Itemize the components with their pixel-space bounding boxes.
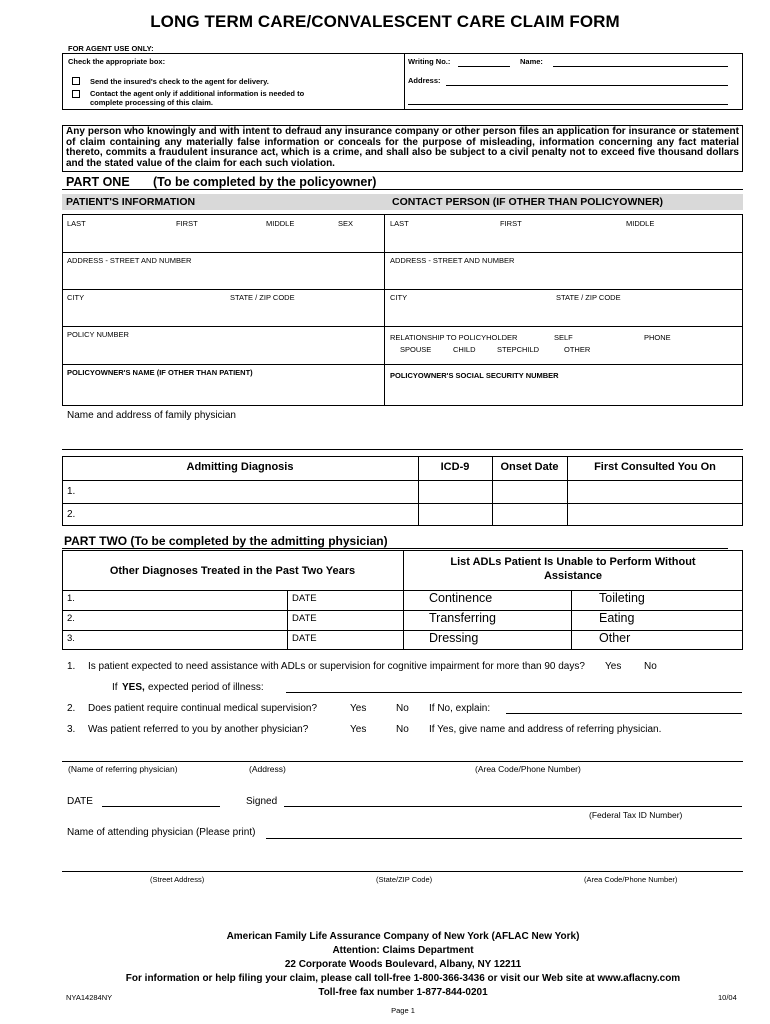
- part-two-row-rule-1: [62, 610, 743, 611]
- q1-yes-bold: YES,: [122, 682, 145, 693]
- adl-transferring[interactable]: Transferring: [429, 611, 496, 625]
- contact-last-label: LAST: [390, 219, 409, 228]
- grid-row-1: [62, 252, 743, 253]
- other-dx-row-3: 3.: [67, 633, 75, 644]
- relationship-child[interactable]: CHILD: [453, 345, 476, 354]
- adl-header-a: List ADLs Patient Is Unable to Perform Without: [450, 556, 696, 568]
- agent-divider: [404, 53, 405, 110]
- contact-state-zip-label: STATE / ZIP CODE: [556, 293, 621, 302]
- attending-physician-field[interactable]: [266, 838, 742, 839]
- footer-company: American Family Life Assurance Company of New York (AFLAC New York): [226, 931, 580, 942]
- q3-no[interactable]: No: [396, 724, 409, 735]
- patient-last-label: LAST: [67, 219, 86, 228]
- agent-option-2b: complete processing of this claim.: [90, 98, 213, 107]
- agent-checkbox-2[interactable]: [72, 90, 80, 98]
- attending-address-field[interactable]: [62, 871, 743, 872]
- footer-attention: Attention: Claims Department: [332, 945, 474, 956]
- part-two-heading: PART TWO (To be completed by the admitting physician): [64, 534, 388, 548]
- other-diagnoses-header: Other Diagnoses Treated in the Past Two Years: [109, 565, 356, 577]
- page-number: Page 1: [391, 1006, 415, 1015]
- ref-phone-caption: (Area Code/Phone Number): [475, 764, 581, 774]
- relationship-self[interactable]: SELF: [554, 333, 573, 342]
- agent-address-label: Address:: [408, 76, 441, 85]
- contact-phone-label: PHONE: [644, 333, 671, 342]
- phone-caption: (Area Code/Phone Number): [584, 875, 678, 884]
- admitting-diagnosis-header: Admitting Diagnosis: [186, 461, 294, 473]
- q2-number: 2.: [67, 703, 76, 714]
- agent-option-2a: Contact the agent only if additional information is needed to: [90, 89, 305, 98]
- q1-yes[interactable]: Yes: [605, 661, 622, 672]
- agent-checkbox-1[interactable]: [72, 77, 80, 85]
- q1-text: Is patient expected to need assistance with ADLs or supervision for cognitive impairment for more than 90 days?: [88, 661, 585, 672]
- owner-name-label: POLICYOWNER'S NAME (IF OTHER THAN PATIENT): [67, 368, 253, 377]
- tax-id-caption: (Federal Tax ID Number): [589, 810, 683, 820]
- q3-number: 3.: [67, 724, 76, 735]
- fraud-warning: Any person who knowingly and with intent to defraud any insurance company or other person files an application for insurance or statement of claim containing any materially false information or conceals for the purpose of misleading, information concerning any fact material thereto, commits a fraudulent insurance act, which is a crime, and shall also be subject to a civil penalty not to exceed five thousand dollars and the stated value of the claim for each such violation.: [62, 125, 743, 172]
- adl-header-b: Assistance: [543, 570, 603, 582]
- part-two-row-rule-2: [62, 630, 743, 631]
- grid-row-2: [62, 289, 743, 290]
- agent-address-field-2[interactable]: [408, 104, 728, 105]
- check-box-label: Check the appropriate box:: [68, 57, 166, 66]
- date-label-2: DATE: [292, 613, 317, 624]
- other-dx-row-2: 2.: [67, 613, 75, 624]
- writing-no-label: Writing No.:: [408, 57, 451, 66]
- q1-period-label: expected period of illness:: [148, 682, 264, 693]
- writing-no-field[interactable]: [458, 66, 510, 67]
- part-one-rule: [62, 189, 743, 190]
- q2-explain-label: If No, explain:: [429, 703, 491, 714]
- adl-eating[interactable]: Eating: [599, 611, 635, 625]
- form-title: LONG TERM CARE/CONVALESCENT CARE CLAIM FORM: [150, 12, 620, 31]
- contact-first-label: FIRST: [500, 219, 522, 228]
- contact-middle-label: MIDDLE: [626, 219, 655, 228]
- patient-state-zip-label: STATE / ZIP CODE: [230, 293, 295, 302]
- agent-option-1: Send the insured's check to the agent for delivery.: [90, 77, 269, 86]
- date-label: DATE: [67, 796, 93, 807]
- relationship-other[interactable]: OTHER: [564, 345, 591, 354]
- part-one-label: PART ONE: [66, 175, 130, 189]
- footer-address: 22 Corporate Woods Boulevard, Albany, NY 12211: [284, 959, 522, 970]
- relationship-spouse[interactable]: SPOUSE: [400, 345, 432, 354]
- adl-toileting[interactable]: Toileting: [599, 591, 645, 605]
- q2-text: Does patient require continual medical supervision?: [88, 703, 318, 714]
- state-zip-caption: (State/ZIP Code): [376, 875, 433, 884]
- icd9-header: ICD-9: [440, 461, 470, 473]
- agent-name-label: Name:: [520, 57, 543, 66]
- contact-person-header: CONTACT PERSON (IF OTHER THAN POLICYOWNER): [392, 196, 664, 208]
- other-dx-row-1: 1.: [67, 593, 75, 604]
- part-two-date-divider: [287, 590, 288, 650]
- part-two-adl-divider: [571, 590, 572, 650]
- q3-yes[interactable]: Yes: [350, 724, 367, 735]
- patient-city-label: CITY: [67, 293, 85, 302]
- adl-dressing[interactable]: Dressing: [429, 631, 479, 645]
- contact-city-label: CITY: [390, 293, 408, 302]
- relationship-stepchild[interactable]: STEPCHILD: [497, 345, 540, 354]
- q1-number: 1.: [67, 661, 76, 672]
- patient-middle-label: MIDDLE: [266, 219, 295, 228]
- ref-address-caption: (Address): [249, 764, 286, 774]
- patient-info-header: PATIENT'S INFORMATION: [66, 196, 196, 208]
- diagnosis-row-2: 2.: [67, 509, 76, 520]
- policy-number-label: POLICY NUMBER: [67, 330, 129, 339]
- ref-name-caption: (Name of referring physician): [68, 764, 178, 774]
- referring-physician-field[interactable]: [62, 761, 743, 762]
- patient-first-label: FIRST: [176, 219, 198, 228]
- footer-fax: Toll-free fax number 1-877-844-0201: [318, 987, 488, 998]
- diagnosis-header-rule: [62, 480, 743, 481]
- family-physician-field[interactable]: [62, 449, 743, 450]
- agent-address-field[interactable]: [446, 85, 728, 86]
- owner-ssn-label: POLICYOWNER'S SOCIAL SECURITY NUMBER: [390, 371, 559, 380]
- q1-no[interactable]: No: [644, 661, 657, 672]
- street-caption: (Street Address): [150, 875, 205, 884]
- first-consulted-header: First Consulted You On: [594, 461, 716, 473]
- date-label-3: DATE: [292, 633, 317, 644]
- q2-explain-field[interactable]: [506, 713, 742, 714]
- q2-yes[interactable]: Yes: [350, 703, 367, 714]
- q3-give-label: If Yes, give name and address of referring physician.: [429, 724, 662, 735]
- agent-name-field[interactable]: [553, 66, 728, 67]
- diagnosis-row-1: 1.: [67, 486, 76, 497]
- onset-date-header: Onset Date: [500, 461, 559, 473]
- illness-period-field[interactable]: [286, 692, 742, 693]
- adl-other[interactable]: Other: [599, 631, 631, 645]
- diagnosis-row-rule: [62, 503, 743, 504]
- grid-row-4: [62, 364, 743, 365]
- adl-continence[interactable]: Continence: [429, 591, 493, 605]
- q1-if: If: [112, 682, 118, 693]
- signature-field[interactable]: [284, 806, 742, 807]
- grid-center-divider: [384, 214, 385, 406]
- contact-address-label: ADDRESS - STREET AND NUMBER: [390, 256, 515, 265]
- part-two-rule: [62, 548, 728, 549]
- relationship-label: RELATIONSHIP TO POLICYHOLDER: [390, 333, 518, 342]
- family-physician-label: Name and address of family physician: [67, 410, 236, 421]
- q3-text: Was patient referred to you by another physician?: [88, 724, 309, 735]
- grid-row-3: [62, 326, 743, 327]
- signed-label: Signed: [246, 796, 278, 807]
- footer-info: For information or help filing your claim, please call toll-free 1-800-366-3436 or visit our Web site at www.aflacny.com: [125, 973, 681, 984]
- date-field[interactable]: [102, 806, 220, 807]
- part-one-sub: (To be completed by the policyowner): [153, 175, 377, 189]
- form-date-code: 10/04: [718, 993, 737, 1002]
- q2-no[interactable]: No: [396, 703, 409, 714]
- patient-address-label: ADDRESS - STREET AND NUMBER: [67, 256, 192, 265]
- agent-heading: FOR AGENT USE ONLY:: [68, 44, 154, 53]
- patient-sex-label: SEX: [338, 219, 354, 228]
- date-label-1: DATE: [292, 593, 317, 604]
- form-number: NYA14284NY: [66, 993, 113, 1002]
- attending-physician-label: Name of attending physician (Please print): [67, 827, 256, 838]
